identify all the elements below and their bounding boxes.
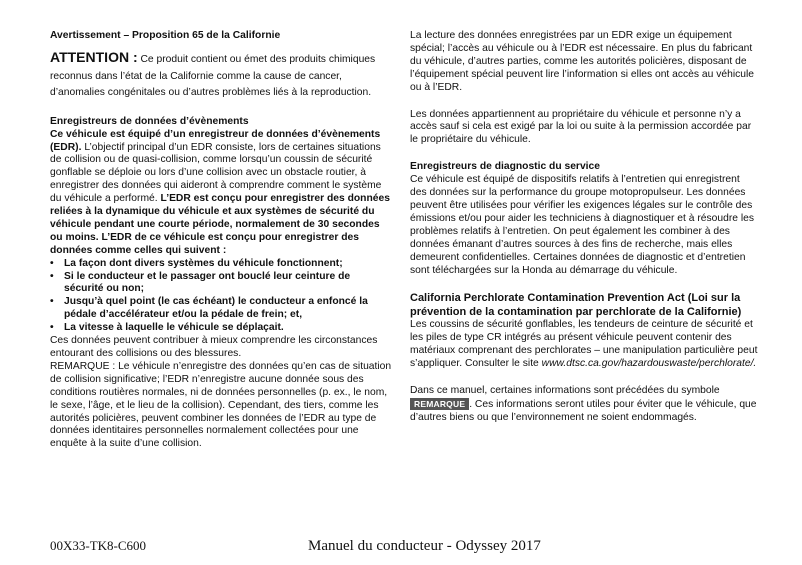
list-item: • Si le conducteur et le passager ont bouclé leur ceinture de sécurité ou non; — [50, 270, 351, 295]
left-column — [50, 30, 392, 451]
perchlorate-text: Les coussins de sécurité gonflables, les tendeurs de ceinture de sécurité et les piles de type CR intégrés au présent véhicule peuvent contenir des matériaux comprenant des perchlorates – une manipulation particulière peut s’appliquer. Consulter le site — [410, 319, 758, 370]
edr-lead-text: L’objectif principal d’un EDR consiste, lors de certaines situations de collision ou de quasi-collision, comme lorsqu’un coussin de sécurité gonflable se déploie ou lors d’une collision avec un obstacle routier, à enregistrer des données qui aideront à comprendre comment le système du véhicule a performé. — [50, 141, 382, 205]
manual-symbol-paragraph — [410, 385, 758, 425]
edr-after-paragraph: Ces données peuvent contribuer à mieux comprendre les circonstances entourant des collisions ou des blessures. — [50, 335, 378, 359]
manual-symbol-text: Dans ce manuel, certaines informations sont précédées du symbole — [410, 385, 720, 397]
diagnostic-paragraph: Ce véhicule est équipé de dispositifs relatifs à l’entretien qui enregistrent des données sur la performance du groupe motopropulseur. Les données peuvent être utilisées pour vérifier les exigences légales sur le contrôle des émissions et/ou pour aider les techniciens à diagnostiquer et à résoudre les problèmes relatifs à l’entretien. On peut également les combiner à des données émanant d’autres sources à des fins de recherche, mais elles demeurent confidentielles. Certaines données de diagnostic et d’entretien sont téléchargées sur la Honda au démarrage du véhicule. — [410, 174, 755, 276]
edr-bullet-list — [50, 258, 392, 335]
edr-bold-block: L’EDR est conçu pour enregistrer des données reliées à la dynamique du véhicule et aux systèmes de sécurité du véhicule pendant une courte période, normalement de 30 secondes ou moins. L’EDR de ce véhicule est conçu pour enregistrer des données comme celles qui suivent : — [50, 193, 390, 256]
attention-text: Ce produit contient ou émet des produits chimiques reconnus dans l’état de la Californie comme la cause de cancer, d’anomalies congénitales ou d’autres problèmes liés à la reproduction. — [50, 53, 376, 99]
perchlorate-paragraph — [410, 319, 758, 371]
edr-reading-paragraph: La lecture des données enregistrées par un EDR exige un équipement spécial; l’accès au véhicule ou à l’EDR est nécessaire. En plus du fabricant du véhicule, d’autres parties, comme les autorités policières, disposant de l’équipement spécial peuvent lire l’information si elles ont accès au véhicule ou à l’EDR. — [410, 30, 754, 93]
right-column — [410, 30, 758, 425]
bullet-icon: • — [50, 270, 54, 282]
attention-paragraph — [50, 49, 392, 102]
footer-doc-code: 00X33-TK8-C600 — [50, 538, 147, 553]
edr-intro-paragraph — [50, 129, 392, 258]
footer-manual-title: Manuel du conducteur - Odyssey 2017 — [308, 538, 541, 554]
bullet-icon: • — [50, 322, 54, 334]
list-item: • La vitesse à laquelle le véhicule se déplaçait. — [50, 322, 284, 334]
perchlorate-url: www.dtsc.ca.gov/hazardouswaste/perchlorate/. — [541, 358, 757, 370]
diagnostic-heading: Enregistreurs de diagnostic du service — [410, 161, 600, 173]
attention-label: ATTENTION : — [50, 48, 138, 65]
edr-heading: Enregistreurs de données d’évènements — [50, 115, 249, 127]
bullet-icon: • — [50, 257, 54, 269]
list-item: • La façon dont divers systèmes du véhicule fonctionnent; — [50, 257, 343, 269]
bullet-icon: • — [50, 296, 54, 308]
manual-symbol-text-end: . Ces informations seront utiles pour éviter que le véhicule, que d’autres biens ou que l’environnement ne soient endommagés. — [410, 398, 757, 423]
remarque-paragraph: REMARQUE : Le véhicule n’enregistre des données qu’en cas de situation de collision significative; l’EDR n’enregistre aucune donnée sous des conditions routières normales, ni de données personnelles (p. ex., le nom, le sexe, l’âge, et le lieu de la collision). Cependant, des tiers, comme les autorités policières, peuvent combiner les données de l’EDR au type de données identitaires personnelles normalement collectées pour une enquête à la suite d’une collision. — [50, 360, 392, 450]
perchlorate-heading: California Perchlorate Contamination Prevention Act (Loi sur la prévention de la contamination par perchlorate de la Californie) — [410, 292, 742, 319]
edr-lead-bold: Ce véhicule est équipé d’un enregistreur de données d’évènements (EDR). — [50, 128, 381, 153]
data-ownership-paragraph: Les données appartiennent au propriétaire du véhicule et personne n’y a accès sauf si cela est exigé par la loi ou suite à la permission accordée par le propriétaire du véhicule. — [410, 108, 752, 146]
prop65-heading: Avertissement – Proposition 65 de la Californie — [50, 30, 281, 41]
remarque-badge: REMARQUE — [410, 398, 469, 410]
list-item: • Jusqu’à quel point (le cas échéant) le conducteur a enfoncé la pédale d’accélérateur et/ou la pédale de frein; et, — [50, 296, 368, 321]
